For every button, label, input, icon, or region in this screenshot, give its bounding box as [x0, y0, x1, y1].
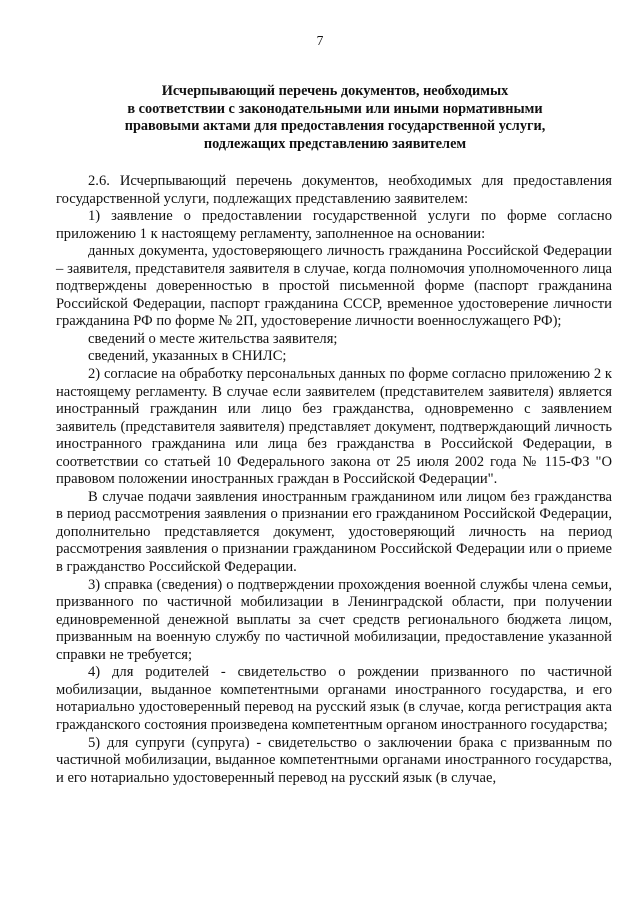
heading-line: в соответствии с законодательными или иными нормативными: [127, 100, 543, 117]
paragraph-item-4: 4) для родителей - свидетельство о рождении призванного по частичной мобилизации, выданное компетентными органами иностранного государства, и его нотариально удостоверенный перевод на русский язык (в случае, когда регистрация акта гражданского состояния произведена компетентным органом иностранного государства;: [56, 664, 612, 733]
paragraph-2-6: 2.6. Исчерпывающий перечень документов, необходимых для предоставления государственной услуги, подлежащих представлению заявителем:: [56, 173, 612, 207]
paragraph-identity-data: данных документа, удостоверяющего личность гражданина Российской Федерации – заявителя, представителя заявителя в случае, когда полномочия уполномоченного лица подтверждены доверенностью в простой письменной форме (паспорт гражданина Российской Федерации, паспорт гражданина СССР, временное удостоверение личности гражданина РФ по форме № 2П, удостоверение личности военнослужащего РФ);: [56, 243, 612, 330]
paragraph-foreign-citizen: В случае подачи заявления иностранным гражданином или лицом без гражданства в период рассмотрения заявления о признании его гражданином Российской Федерации, дополнительно представляется документ, удостоверяющий личность на период рассмотрения заявления о признании гражданином Российской Федерации или о приеме в гражданство Российской Федерации.: [56, 488, 612, 576]
section-heading: [60, 83, 610, 153]
paragraph-item-3: 3) справка (сведения) о подтверждении прохождения военной службы члена семьи, призванного по частичной мобилизации в Ленинградской области, при получении единовременной денежной выплаты за счет средств регионального бюджета лицом, призванным на военную службу по частичной мобилизации, предоставление указанной справки не требуется;: [56, 576, 612, 663]
paragraph-residence: сведений о месте жительства заявителя;: [88, 330, 338, 347]
paragraph-item-2: 2) согласие на обработку персональных данных по форме согласно приложению 2 к настоящему регламенту. В случае если заявителем (представителем заявителя) является иностранный гражданин или лицо без гражданства, одновременно с заявлением заявитель (представителя заявителя) представляет документ, подтверждающий личность иностранного гражданина или лица без гражданства в Российской Федерации, в соответствии со статьей 10 Федерального закона от 25 июля 2002 года № 115-ФЗ "О правовом положении иностранных граждан в Российской Федерации".: [56, 366, 612, 488]
page-number: 7: [316, 33, 324, 48]
paragraph-snils: сведений, указанных в СНИЛС;: [88, 348, 287, 365]
heading-line: правовыми актами для предоставления государственной услуги,: [124, 118, 546, 134]
document-body: [56, 173, 612, 787]
heading-line: подлежащих представлению заявителем: [203, 135, 467, 152]
paragraph-item-1: 1) заявление о предоставлении государственной услуги по форме согласно приложению 1 к настоящему регламенту, заполненное на основании:: [56, 208, 612, 242]
paragraph-item-5: 5) для супруги (супруга) - свидетельство о заключении брака с призванным по частичной мобилизации, выданное компетентными органами иностранного государства, и его нотариально удостоверенный перевод на русский язык (в случае,: [56, 734, 612, 786]
heading-line: Исчерпывающий перечень документов, необходимых: [161, 83, 509, 99]
